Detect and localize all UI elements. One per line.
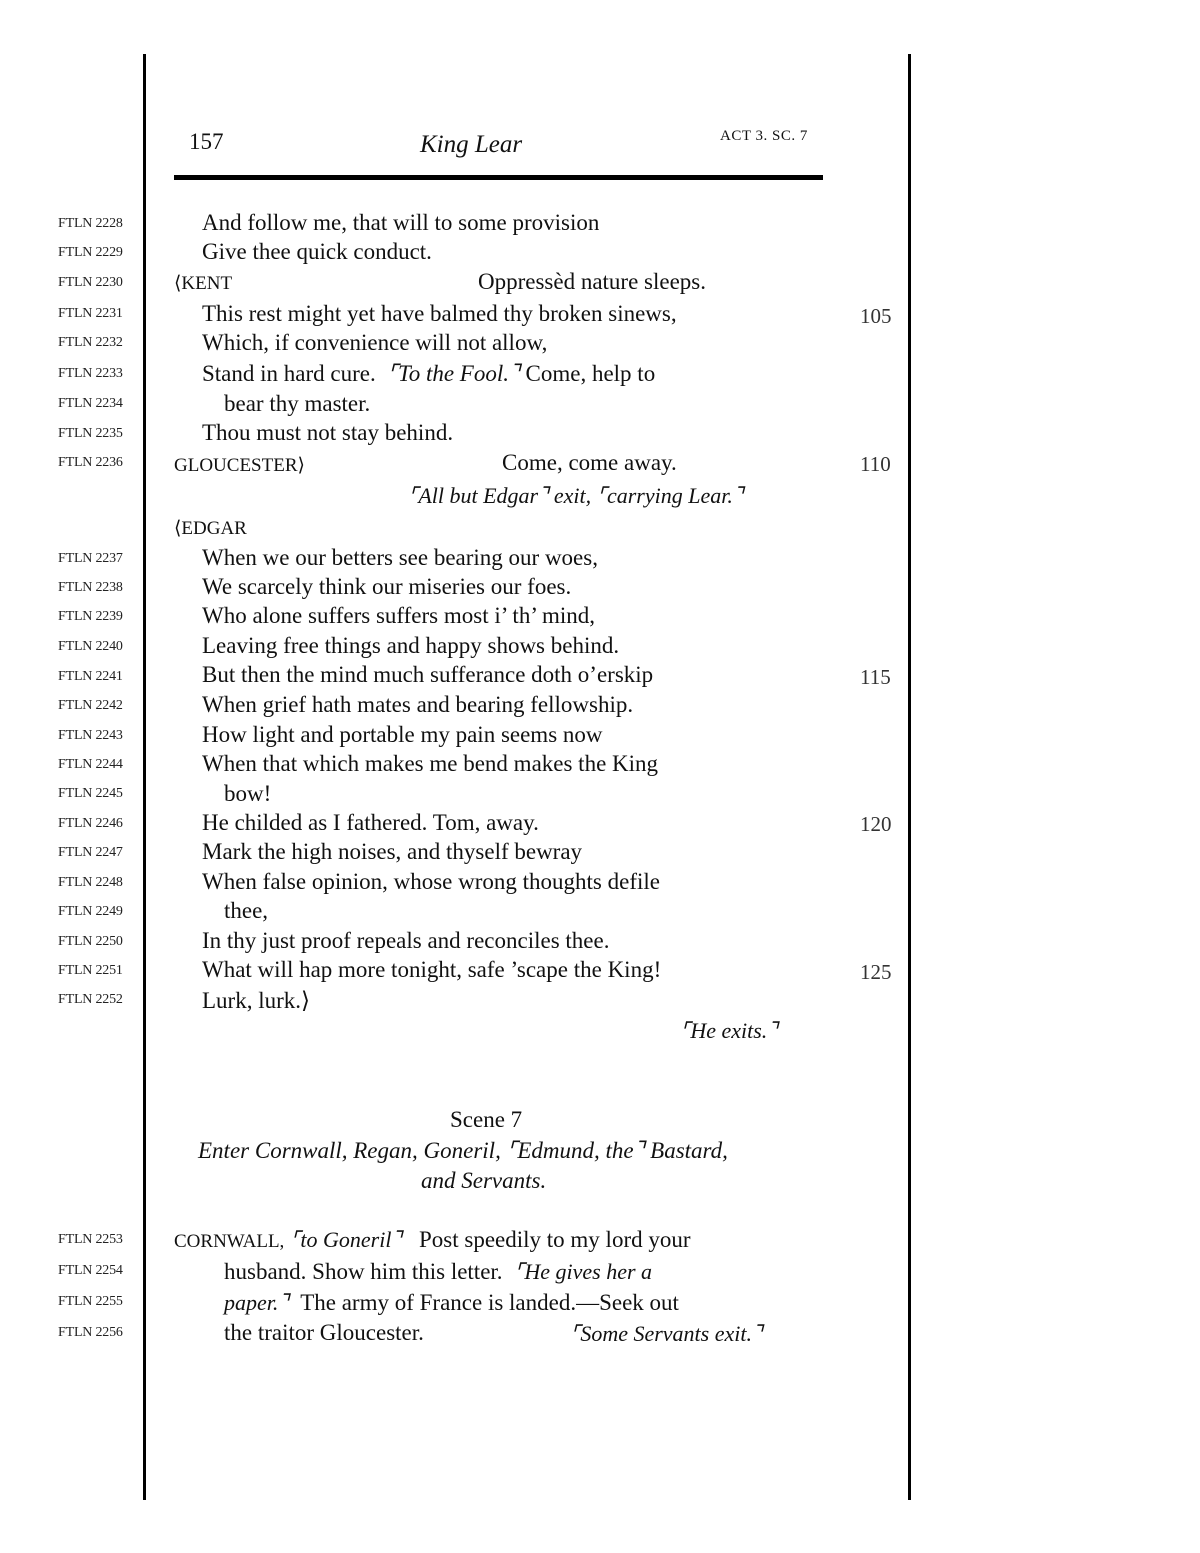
ftln-number: FTLN 2234 (58, 396, 123, 411)
stage-direction: ⌜to Goneril⌝ (290, 1227, 402, 1252)
verse-line: When false opinion, whose wrong thoughts defile (202, 869, 660, 894)
verse-line: When we our betters see bearing our woes, (202, 545, 598, 570)
verse-text: Stand in hard cure. (202, 361, 376, 386)
stage-direction: ⌜He gives her a (514, 1259, 653, 1284)
stage-direction: ⌜Some Servants exit.⌝ (570, 1321, 763, 1346)
line-number: 115 (860, 665, 891, 689)
verse-line (224, 1259, 652, 1285)
verse-text: The army of France is landed.—Seek out (300, 1290, 679, 1315)
verse-line (174, 1227, 691, 1253)
ftln-number: FTLN 2242 (58, 698, 123, 713)
verse-line: bow! (224, 781, 272, 806)
verse-line (202, 361, 655, 387)
ftln-number: FTLN 2246 (58, 816, 123, 831)
ftln-number: FTLN 2236 (58, 455, 123, 470)
verse-text: Come, help to (525, 361, 656, 386)
ftln-number: FTLN 2245 (58, 786, 123, 801)
entrance-direction: and Servants. (421, 1168, 547, 1193)
speaker-cornwall: CORNWALL, (174, 1231, 285, 1252)
stage-direction: paper.⌝ (224, 1290, 289, 1315)
ftln-number: FTLN 2244 (58, 757, 123, 772)
stage-direction: ⌜To the Fool.⌝ (387, 361, 520, 386)
verse-line: thee, (224, 898, 269, 923)
verse-line: How light and portable my pain seems now (202, 722, 603, 747)
speaker-gloucester: GLOUCESTER⟩ (174, 455, 305, 476)
ftln-number: FTLN 2255 (58, 1294, 123, 1309)
verse-line: Come, come away. (502, 450, 677, 475)
right-margin-rule (908, 54, 911, 1500)
verse-line: We scarcely think our miseries our foes. (202, 574, 572, 599)
act-scene-label: ACT 3. SC. 7 (720, 128, 808, 144)
left-margin-rule (143, 54, 146, 1500)
ftln-number: FTLN 2232 (58, 335, 123, 350)
ftln-number: FTLN 2229 (58, 245, 123, 260)
ftln-number: FTLN 2251 (58, 963, 123, 978)
verse-line: Thou must not stay behind. (202, 420, 454, 445)
verse-line: This rest might yet have balmed thy broken sinews, (202, 301, 677, 326)
verse-line: When grief hath mates and bearing fellowship. (202, 692, 634, 717)
verse-line: Oppressèd nature sleeps. (478, 269, 707, 294)
ftln-number: FTLN 2233 (58, 366, 123, 381)
ftln-number: FTLN 2248 (58, 875, 123, 890)
line-number: 105 (860, 304, 892, 328)
ftln-number: FTLN 2250 (58, 934, 123, 949)
ftln-number: FTLN 2253 (58, 1232, 123, 1247)
line-number: 110 (860, 452, 891, 476)
ftln-number: FTLN 2254 (58, 1263, 123, 1278)
line-number: 125 (860, 960, 892, 984)
verse-line: Lurk, lurk.⟩ (202, 988, 310, 1013)
ftln-number: FTLN 2228 (58, 216, 123, 231)
ftln-number: FTLN 2249 (58, 904, 123, 919)
scene-heading: Scene 7 (450, 1107, 523, 1132)
verse-line (224, 1290, 679, 1316)
page-number: 157 (189, 129, 224, 154)
ftln-number: FTLN 2237 (58, 551, 123, 566)
ftln-number: FTLN 2252 (58, 992, 123, 1007)
verse-line: What will hap more tonight, safe ’scape the King! (202, 957, 662, 982)
verse-line: Mark the high noises, and thyself bewray (202, 839, 583, 864)
stage-direction: ⌜All but Edgar⌝ exit, ⌜carrying Lear.⌝ (408, 483, 744, 508)
verse-line: And follow me, that will to some provision (202, 210, 600, 235)
stage-direction: ⌜He exits.⌝ (680, 1018, 778, 1043)
running-title: King Lear (420, 131, 523, 158)
entrance-direction: Enter Cornwall, Regan, Goneril, ⌜Edmund, the⌝ Bastard, (198, 1138, 728, 1163)
ftln-number: FTLN 2247 (58, 845, 123, 860)
ftln-number: FTLN 2243 (58, 728, 123, 743)
ftln-number: FTLN 2230 (58, 275, 123, 290)
verse-line: In thy just proof repeals and reconciles thee. (202, 928, 610, 953)
ftln-number: FTLN 2238 (58, 580, 123, 595)
speaker-edgar: ⟨EDGAR (174, 518, 247, 539)
verse-line: When that which makes me bend makes the King (202, 751, 659, 776)
verse-text: husband. Show him this letter. (224, 1259, 503, 1284)
verse-line: Leaving free things and happy shows behind. (202, 633, 620, 658)
ftln-number: FTLN 2241 (58, 669, 123, 684)
ftln-number: FTLN 2256 (58, 1325, 123, 1340)
header-rule (174, 175, 823, 180)
verse-line: Which, if convenience will not allow, (202, 330, 548, 355)
speaker-kent: ⟨KENT (174, 273, 233, 294)
verse-line: But then the mind much sufferance doth o’erskip (202, 662, 654, 687)
ftln-number: FTLN 2240 (58, 639, 123, 654)
verse-line: Give thee quick conduct. (202, 239, 432, 264)
ftln-number: FTLN 2239 (58, 609, 123, 624)
verse-line: bear thy master. (224, 391, 371, 416)
ftln-number: FTLN 2235 (58, 426, 123, 441)
verse-line: the traitor Gloucester. (224, 1320, 424, 1345)
ftln-number: FTLN 2231 (58, 306, 123, 321)
line-number: 120 (860, 812, 892, 836)
verse-line: Who alone suffers suffers most i’ th’ mind, (202, 603, 596, 628)
verse-text: Post speedily to my lord your (419, 1227, 691, 1252)
verse-line: He childed as I fathered. Tom, away. (202, 810, 539, 835)
